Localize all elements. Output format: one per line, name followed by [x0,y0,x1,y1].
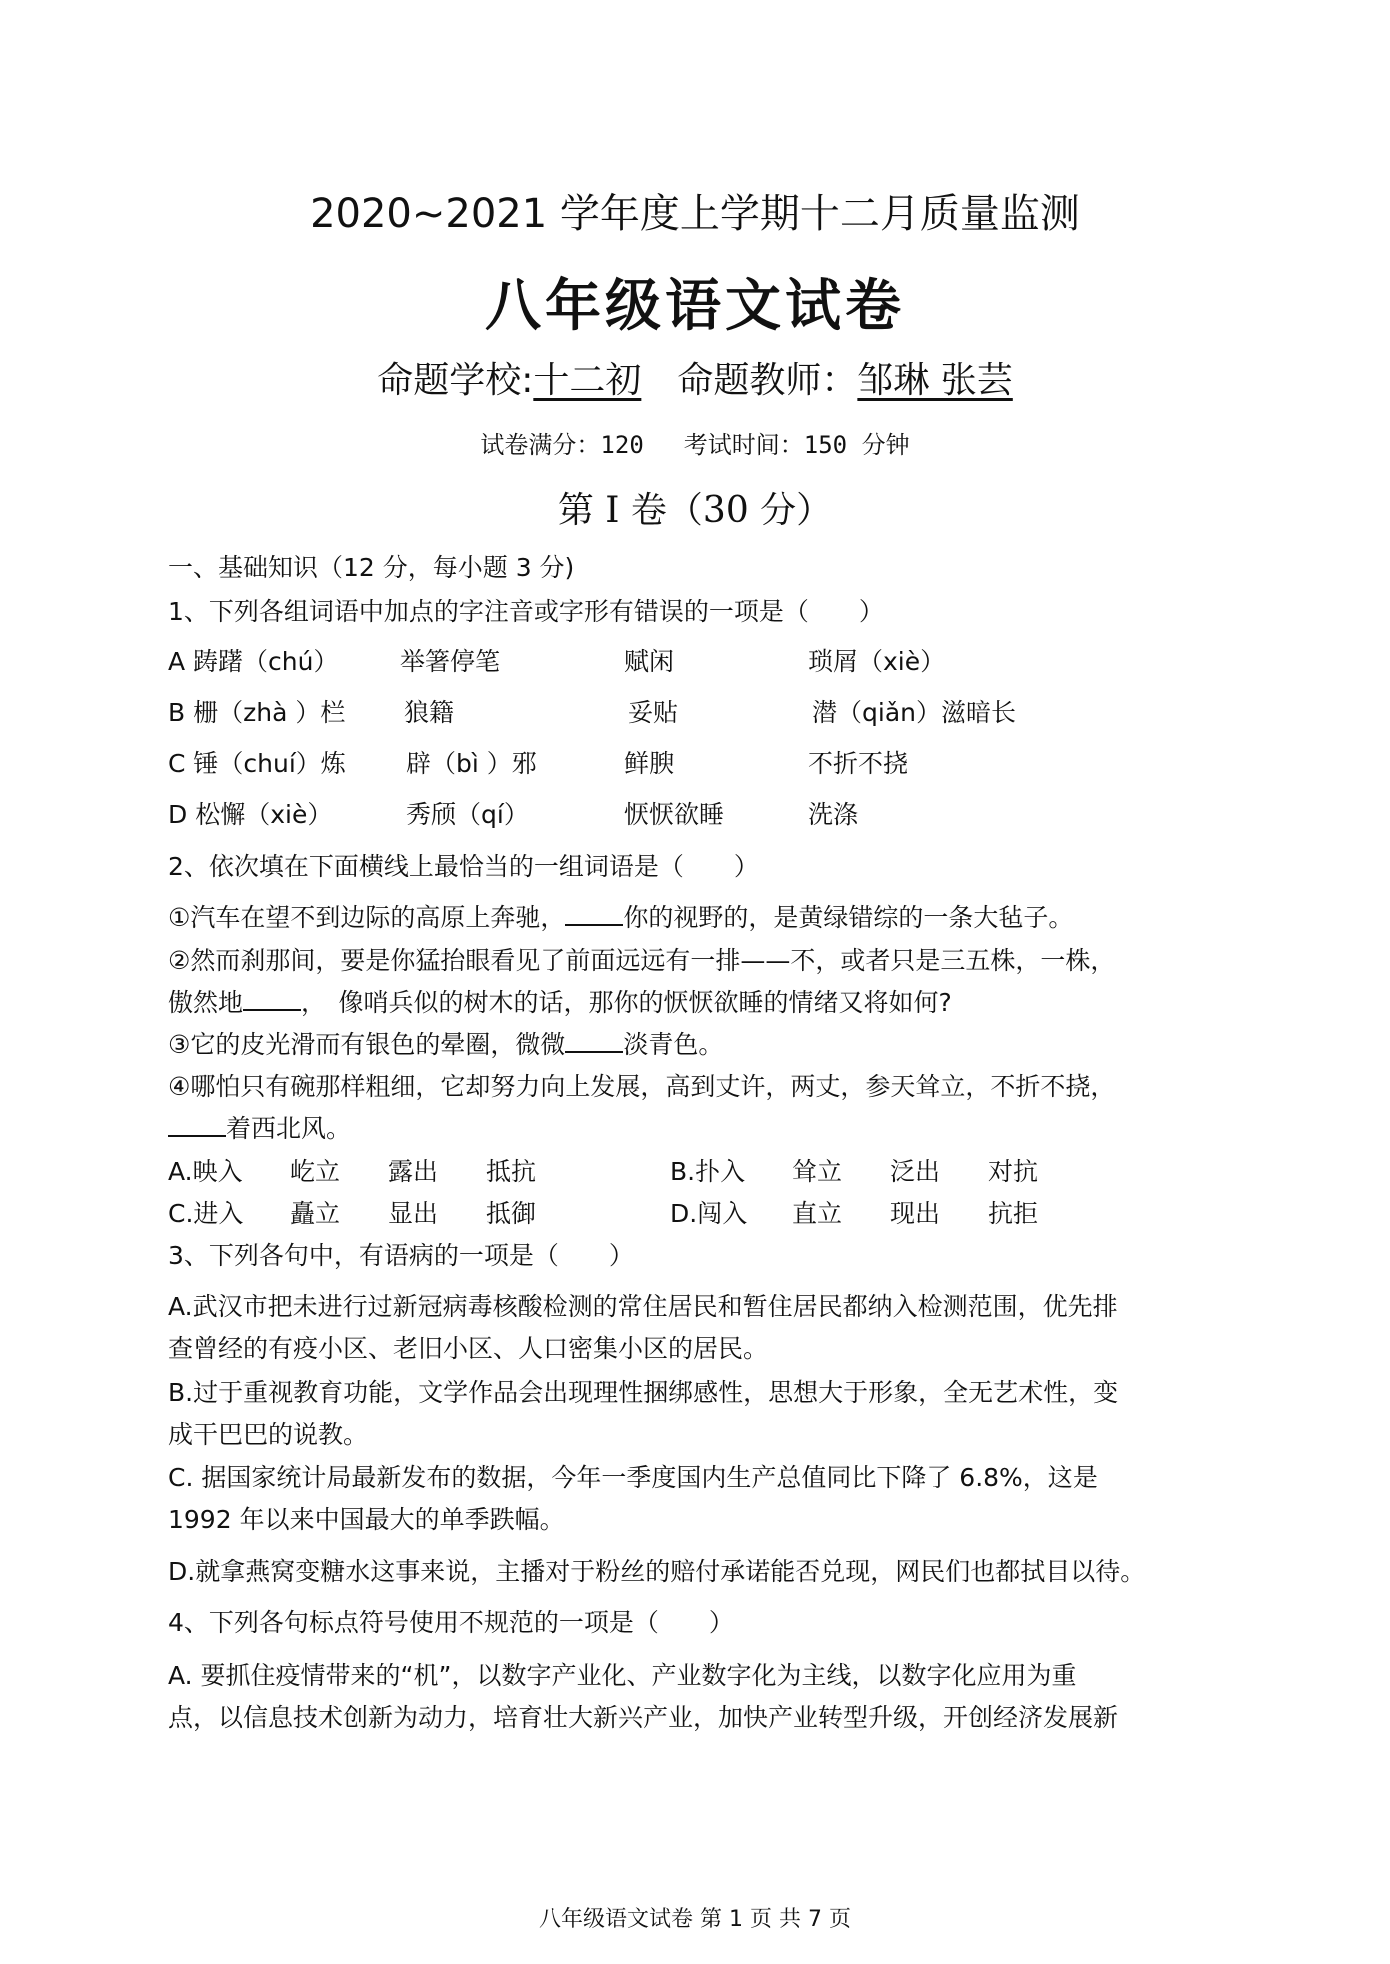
subject-title: 八年级语文试卷 [485,274,905,339]
q2-option-b-1: B.扑入 [670,1157,746,1186]
q2-option-a-4: 抵抗 [486,1157,537,1186]
question-3-stem: 3、下列各句中，有语病的一项是（ ） [168,1241,634,1270]
q2-sentence-4-line-2: 着西北风。 [168,1109,351,1145]
answer-blank [565,904,623,926]
q2-option-a-3: 露出 [388,1157,439,1186]
exam-time: 考试时间：150 分钟 [683,431,910,459]
q2-option-c-1: C.进入 [168,1199,244,1228]
q2-option-c-2: 矗立 [290,1199,341,1228]
q2-sentence-2-line-1: ②然而刹那间，要是你猛抬眼看见了前面远远有一排——不，或者只是三五株，一株， [168,946,1116,975]
q1-option-d-1: D 松懈（xiè） [168,800,333,829]
q3-option-b-line-2: 成干巴巴的说教。 [168,1420,369,1449]
q2-option-b-4: 对抗 [988,1157,1039,1186]
teacher-label: 命题教师： [677,360,858,401]
q2-option-c-3: 显出 [388,1199,439,1228]
q2-option-a-1: A.映入 [168,1157,243,1186]
q3-option-a-line-1: A.武汉市把未进行过新冠病毒核酸检测的常住居民和暂住居民都纳入检测范围，优先排 [168,1292,1118,1321]
q1-option-c-3: 鲜腴 [624,749,675,778]
q2-option-c-4: 抵御 [486,1199,537,1228]
school-label: 命题学校: [377,360,534,401]
q4-option-a-line-2: 点，以信息技术创新为动力，培育壮大新兴产业，加快产业转型升级，开创经济发展新 [168,1703,1119,1732]
q2-option-d-2: 直立 [792,1199,843,1228]
q1-option-d-4: 洗涤 [808,800,859,829]
q2-option-a-2: 屹立 [290,1157,341,1186]
q3-option-a-line-2: 查曾经的有疫小区、老旧小区、人口密集小区的居民。 [168,1334,769,1363]
teacher-names: 邹琳 张芸 [857,360,1013,401]
question-4-stem: 4、下列各句标点符号使用不规范的一项是（ ） [168,1608,734,1637]
q1-option-b-2: 狼籍 [404,698,455,727]
q2-sentence-4-line-1: ④哪怕只有碗那样粗细，它却努力向上发展，高到丈许，两丈，参天耸立，不折不挠， [168,1072,1116,1101]
school-name: 十二初 [533,360,642,401]
q4-option-a-line-1: A. 要抓住疫情带来的“机”，以数字产业化、产业数字化为主线，以数字化应用为重 [168,1661,1077,1690]
answer-blank [168,1115,226,1137]
q2-option-b-3: 泛出 [890,1157,941,1186]
q3-option-c-line-1: C. 据国家统计局最新发布的数据，今年一季度国内生产总值同比下降了 6.8%，这是 [168,1463,1098,1492]
full-score: 试卷满分：120 [480,431,644,459]
q3-option-b-line-1: B.过于重视教育功能，文学作品会出现理性捆绑感性，思想大于形象，全无艺术性，变 [168,1378,1119,1407]
q2-option-d-3: 现出 [890,1199,941,1228]
exam-meta [0,425,1390,460]
q3-option-d: D.就拿燕窝变糖水这事来说，主播对于粉丝的赔付承诺能否兑现，网民们也都拭目以待。 [168,1557,1146,1586]
section-heading: 一、基础知识（12 分，每小题 3 分) [168,553,575,582]
q1-option-c-4: 不折不挠 [808,749,909,778]
q1-option-c-2: 辟（bì ）邪 [406,749,537,778]
author-line [0,352,1390,403]
q1-option-d-2: 秀颀（qí） [406,800,529,829]
question-2-stem: 2、依次填在下面横线上最恰当的一组词语是（ ） [168,852,759,881]
exam-title: 2020~2021 学年度上学期十二月质量监测 [310,191,1080,237]
page-footer: 八年级语文试卷 第 1 页 共 7 页 [539,1907,851,1932]
q1-option-b-1: B 栅（zhà ）栏 [168,698,346,727]
q2-sentence-1: ①汽车在望不到边际的高原上奔驰， 你的视野的，是黄绿错综的一条大毡子。 [168,903,1074,932]
question-1-stem: 1、下列各组词语中加点的字注音或字形有错误的一项是（ ） [168,597,884,626]
q2-option-b-2: 耸立 [792,1157,843,1186]
q1-option-a-2: 举箸停笔 [400,647,501,676]
q3-option-c-line-2: 1992 年以来中国最大的单季跌幅。 [168,1505,565,1534]
q2-sentence-2-line-2: 傲然地 ， 像哨兵似的树木的话，那你的恹恹欲睡的情绪又将如何? [168,988,952,1017]
q2-option-d-1: D.闯入 [670,1199,748,1228]
q2-option-d-4: 抗拒 [988,1199,1039,1228]
q1-option-b-4: 潜（qiǎn）滋暗长 [812,698,1016,727]
q1-option-d-3: 恹恹欲睡 [624,800,725,829]
q1-option-c-1: C 锤（chuí）炼 [168,749,346,778]
volume-title: 第 I 卷（30 分） [557,490,833,531]
answer-blank [243,989,301,1011]
q1-option-b-3: 妥贴 [628,698,679,727]
answer-blank [565,1031,623,1053]
q2-sentence-3: ③它的皮光滑而有银色的晕圈，微微 淡青色。 [168,1030,724,1059]
q1-option-a-4: 琐屑（xiè） [808,647,946,676]
q1-option-a-1: A 踌躇（chú） [168,647,339,676]
q1-option-a-3: 赋闲 [624,647,675,676]
